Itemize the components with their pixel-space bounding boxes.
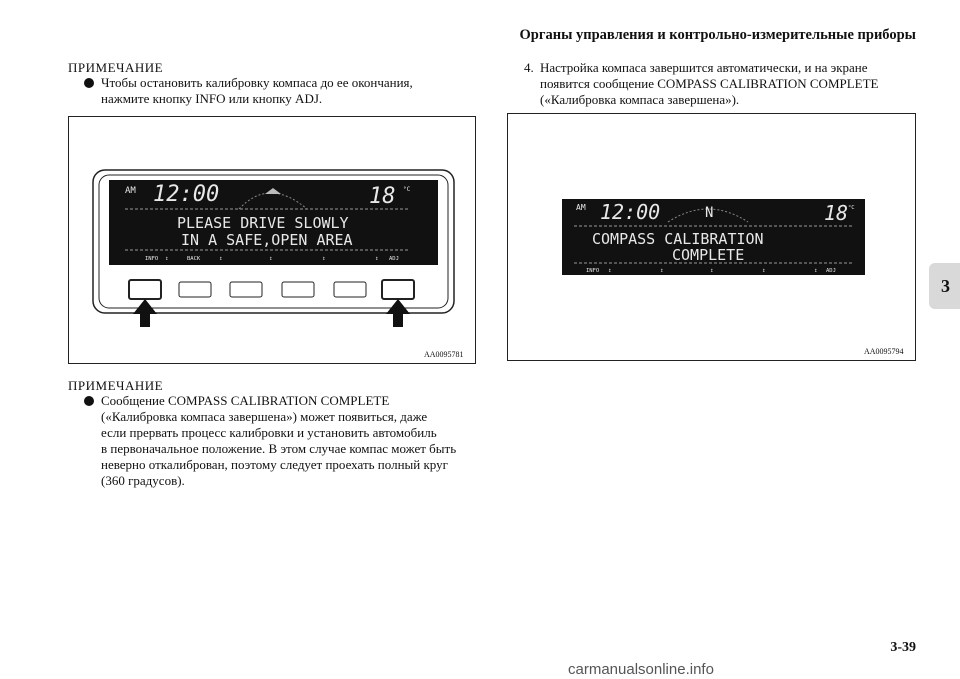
text-line: («Калибровка компаса завершена») может появиться, даже (101, 409, 428, 424)
figure-calibration-prompt (68, 116, 476, 364)
section-tab-number: 3 (941, 276, 950, 296)
message-line-1: COMPASS CALIBRATION (592, 230, 764, 248)
clock-readout: 12:00 (153, 182, 220, 207)
figure-id: AA0095781 (424, 350, 464, 359)
text-line: неверно откалиброван, поэтому следует проехать полный круг (101, 457, 448, 472)
arrow-up-icon (386, 299, 410, 327)
info-button[interactable] (129, 280, 161, 299)
softkey-label-adj: ADJ (826, 268, 836, 274)
temperature-readout: 18 (369, 184, 396, 209)
compass-direction: N (705, 205, 714, 221)
svg-text:↕: ↕ (608, 267, 612, 274)
text-line: если прервать процесс калибровки и установить автомобиль (101, 425, 437, 440)
adj-button[interactable] (382, 280, 414, 299)
figure-id: AA0095794 (864, 347, 904, 356)
text-line: Чтобы остановить калибровку компаса до ее окончания, (101, 75, 413, 90)
softkey-button[interactable] (230, 282, 262, 297)
softkey-label-back: BACK (187, 256, 201, 262)
svg-text:↕: ↕ (814, 267, 818, 274)
bullet-icon (84, 396, 94, 406)
note-bullet-text (101, 393, 486, 489)
page-number: 3-39 (890, 640, 916, 655)
text-line: Настройка компаса завершится автоматически, и на экране (540, 60, 868, 75)
step-number: 4. (524, 60, 534, 75)
note-bullet-text (101, 75, 481, 107)
softkey-label-adj: ADJ (389, 256, 399, 262)
display-panel-illustration (69, 117, 475, 363)
text-line: Сообщение COMPASS CALIBRATION COMPLETE (101, 393, 390, 408)
temperature-unit: °C (403, 186, 411, 193)
svg-text:↕: ↕ (269, 255, 273, 262)
note-heading: ПРИМЕЧАНИЕ (68, 60, 164, 75)
softkey-button[interactable] (179, 282, 211, 297)
text-line: нажмите кнопку INFO или кнопку ADJ. (101, 91, 323, 106)
page-header-title: Органы управления и контрольно-измерительные приборы (519, 27, 916, 43)
svg-text:↕: ↕ (762, 267, 766, 274)
svg-text:↕: ↕ (375, 255, 379, 262)
clock-readout: 12:00 (600, 200, 661, 224)
text-line: в первоначальное положение. В этом случае компас может быть (101, 441, 457, 456)
softkey-button[interactable] (282, 282, 314, 297)
text-line: появится сообщение COMPASS CALIBRATION COMPLETE (540, 76, 879, 91)
message-line-2: IN A SAFE,OPEN AREA (181, 231, 353, 249)
display-screen-illustration (508, 114, 915, 360)
svg-text:↕: ↕ (165, 255, 169, 262)
temperature-unit: °C (848, 205, 855, 211)
softkey-button-row (129, 280, 414, 299)
bullet-icon (84, 78, 94, 88)
figure-calibration-complete (507, 113, 916, 361)
text-line: (360 градусов). (101, 473, 185, 488)
svg-text:↕: ↕ (660, 267, 664, 274)
softkey-label-info: INFO (586, 268, 600, 274)
watermark: carmanualsonline.info (568, 661, 714, 678)
message-line-2: COMPLETE (672, 246, 745, 264)
softkey-label-info: INFO (145, 256, 159, 262)
svg-text:↕: ↕ (219, 255, 223, 262)
text-line: («Калибровка компаса завершена»). (540, 92, 740, 107)
softkey-button[interactable] (334, 282, 366, 297)
step-text (540, 60, 930, 108)
arrow-up-icon (133, 299, 157, 327)
ampm-indicator: AM (576, 203, 586, 212)
ampm-indicator: AM (125, 186, 136, 196)
svg-text:↕: ↕ (710, 267, 714, 274)
svg-text:↕: ↕ (322, 255, 326, 262)
message-line-1: PLEASE DRIVE SLOWLY (177, 214, 349, 232)
note-heading: ПРИМЕЧАНИЕ (68, 378, 164, 393)
temperature-readout: 18 (824, 201, 849, 225)
